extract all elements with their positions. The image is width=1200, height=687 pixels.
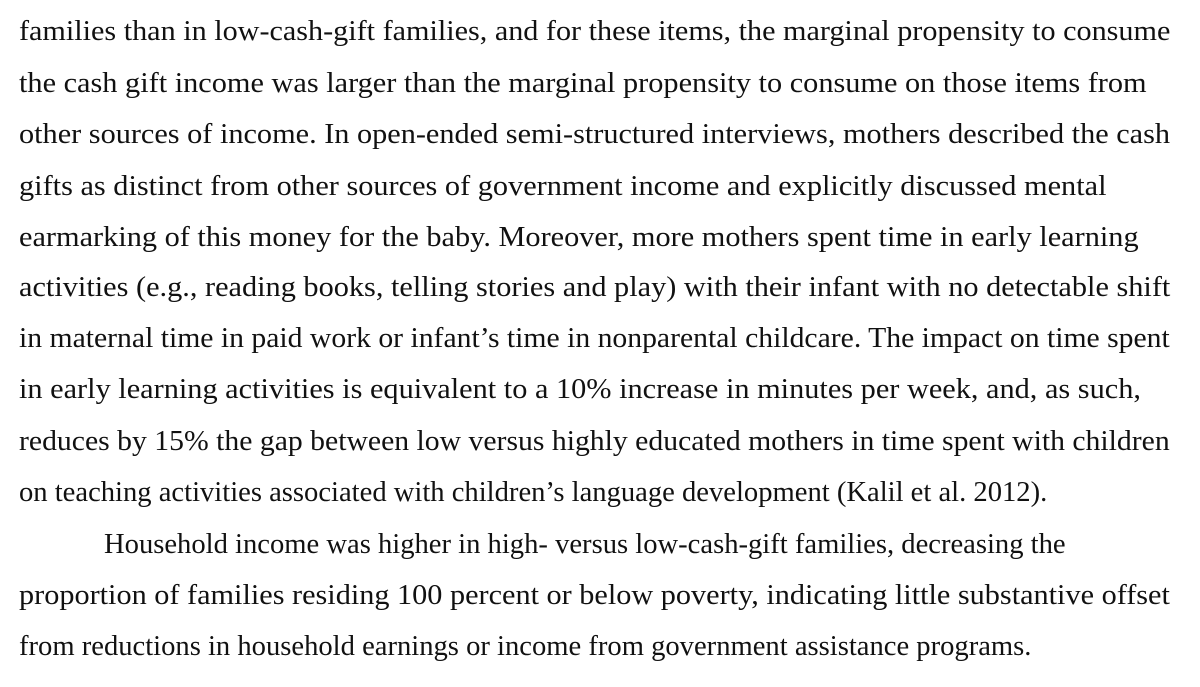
paragraph-1-line-7: in maternal time in paid work or infant’s time in nonparental childcare. The impact on time spent [19, 323, 1170, 354]
paragraph-1-line-10: on teaching activities associated with children’s language development (Kalil et al. 2012). [19, 477, 1048, 508]
paragraph-1-line-1: families than in low-cash-gift families, and for these items, the marginal propensity to consume [19, 16, 1171, 47]
paragraph-1-line-4: gifts as distinct from other sources of government income and explicitly discussed mental [19, 171, 1107, 202]
paragraph-1-line-5: earmarking of this money for the baby. Moreover, more mothers spent time in early learning [19, 222, 1139, 253]
paragraph-1-line-2: the cash gift income was larger than the marginal propensity to consume on those items from [19, 68, 1147, 99]
paragraph-1-line-3: other sources of income. In open-ended semi-structured interviews, mothers described the cash [19, 119, 1171, 150]
paragraph-1-line-9: reduces by 15% the gap between low versus highly educated mothers in time spent with children [19, 426, 1170, 457]
paragraph-2-line-1: Household income was higher in high- versus low-cash-gift families, decreasing the [104, 529, 1066, 560]
paragraph-2-line-3: from reductions in household earnings or income from government assistance programs. [19, 631, 1032, 662]
paragraph-2-line-2: proportion of families residing 100 percent or below poverty, indicating little substantive offset [19, 580, 1170, 611]
paragraph-1-line-6: activities (e.g., reading books, telling stories and play) with their infant with no detectable shift [19, 272, 1171, 303]
paragraph-1-line-8: in early learning activities is equivalent to a 10% increase in minutes per week, and, as such, [19, 374, 1141, 405]
